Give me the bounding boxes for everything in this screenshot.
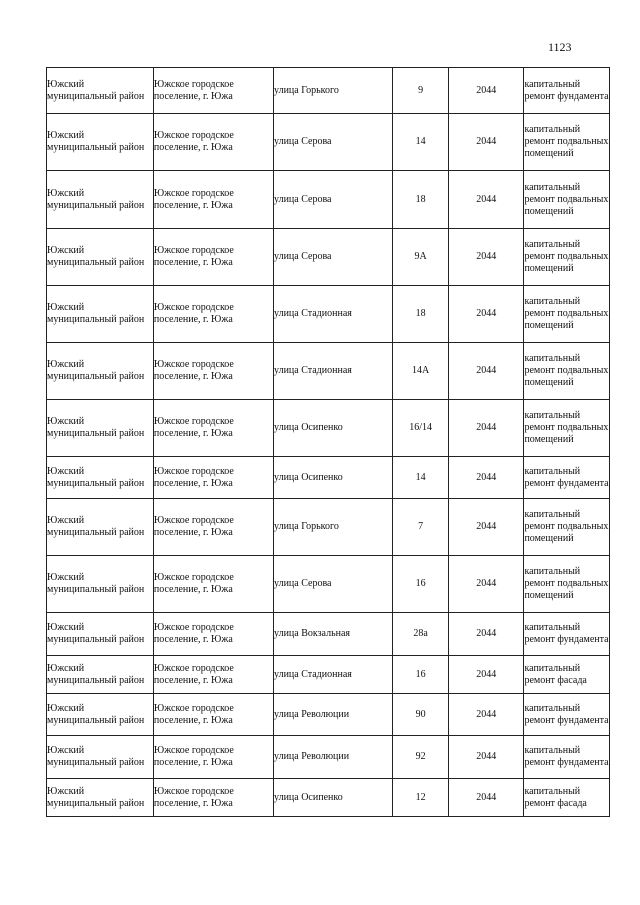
- house-number-cell: 14: [393, 457, 449, 499]
- house-number-cell: 28а: [393, 613, 449, 656]
- table-row: [47, 694, 610, 736]
- district-cell: Южский муниципальный район: [47, 556, 154, 613]
- house-number-cell: 9: [393, 68, 449, 114]
- table-row: [47, 613, 610, 656]
- year-cell: 2044: [449, 656, 524, 694]
- year-cell: 2044: [449, 171, 524, 229]
- year-cell: 2044: [449, 343, 524, 400]
- settlement-cell: Южское городское поселение, г. Южа: [153, 694, 273, 736]
- district-cell: Южский муниципальный район: [47, 68, 154, 114]
- work-type-cell: капитальный ремонт подвальных помещений: [524, 556, 610, 613]
- street-cell: улица Осипенко: [274, 779, 393, 817]
- house-number-cell: 16/14: [393, 400, 449, 457]
- house-number-cell: 90: [393, 694, 449, 736]
- work-type-cell: капитальный ремонт подвальных помещений: [524, 229, 610, 286]
- district-cell: Южский муниципальный район: [47, 736, 154, 779]
- year-cell: 2044: [449, 556, 524, 613]
- settlement-cell: Южское городское поселение, г. Южа: [153, 114, 273, 171]
- table-row: [47, 400, 610, 457]
- settlement-cell: Южское городское поселение, г. Южа: [153, 400, 273, 457]
- year-cell: 2044: [449, 736, 524, 779]
- year-cell: 2044: [449, 457, 524, 499]
- table-row: [47, 114, 610, 171]
- work-type-cell: капитальный ремонт фундамента: [524, 613, 610, 656]
- settlement-cell: Южское городское поселение, г. Южа: [153, 343, 273, 400]
- settlement-cell: Южское городское поселение, г. Южа: [153, 499, 273, 556]
- street-cell: улица Осипенко: [274, 457, 393, 499]
- table-row: [47, 229, 610, 286]
- house-number-cell: 92: [393, 736, 449, 779]
- district-cell: Южский муниципальный район: [47, 694, 154, 736]
- work-type-cell: капитальный ремонт фундамента: [524, 457, 610, 499]
- house-number-cell: 16: [393, 556, 449, 613]
- settlement-cell: Южское городское поселение, г. Южа: [153, 286, 273, 343]
- year-cell: 2044: [449, 694, 524, 736]
- street-cell: улица Стадионная: [274, 343, 393, 400]
- district-cell: Южский муниципальный район: [47, 171, 154, 229]
- district-cell: Южский муниципальный район: [47, 499, 154, 556]
- district-cell: Южский муниципальный район: [47, 400, 154, 457]
- work-type-cell: капитальный ремонт подвальных помещений: [524, 400, 610, 457]
- district-cell: Южский муниципальный район: [47, 343, 154, 400]
- table-row: [47, 656, 610, 694]
- street-cell: улица Серова: [274, 114, 393, 171]
- year-cell: 2044: [449, 68, 524, 114]
- house-number-cell: 14А: [393, 343, 449, 400]
- work-type-cell: капитальный ремонт фундамента: [524, 68, 610, 114]
- settlement-cell: Южское городское поселение, г. Южа: [153, 457, 273, 499]
- street-cell: улица Стадионная: [274, 656, 393, 694]
- settlement-cell: Южское городское поселение, г. Южа: [153, 68, 273, 114]
- table-row: [47, 779, 610, 817]
- district-cell: Южский муниципальный район: [47, 779, 154, 817]
- year-cell: 2044: [449, 499, 524, 556]
- street-cell: улица Серова: [274, 229, 393, 286]
- work-type-cell: капитальный ремонт подвальных помещений: [524, 343, 610, 400]
- table-row: [47, 343, 610, 400]
- district-cell: Южский муниципальный район: [47, 286, 154, 343]
- street-cell: улица Горького: [274, 68, 393, 114]
- settlement-cell: Южское городское поселение, г. Южа: [153, 736, 273, 779]
- house-number-cell: 14: [393, 114, 449, 171]
- street-cell: улица Горького: [274, 499, 393, 556]
- house-number-cell: 18: [393, 286, 449, 343]
- year-cell: 2044: [449, 229, 524, 286]
- page-number: 1123: [548, 40, 572, 54]
- street-cell: улица Серова: [274, 556, 393, 613]
- year-cell: 2044: [449, 114, 524, 171]
- district-cell: Южский муниципальный район: [47, 656, 154, 694]
- district-cell: Южский муниципальный район: [47, 229, 154, 286]
- district-cell: Южский муниципальный район: [47, 613, 154, 656]
- district-cell: Южский муниципальный район: [47, 457, 154, 499]
- street-cell: улица Стадионная: [274, 286, 393, 343]
- table-row: [47, 171, 610, 229]
- house-number-cell: 9А: [393, 229, 449, 286]
- work-type-cell: капитальный ремонт фасада: [524, 656, 610, 694]
- year-cell: 2044: [449, 779, 524, 817]
- house-number-cell: 7: [393, 499, 449, 556]
- house-number-cell: 18: [393, 171, 449, 229]
- settlement-cell: Южское городское поселение, г. Южа: [153, 171, 273, 229]
- street-cell: улица Революции: [274, 694, 393, 736]
- settlement-cell: Южское городское поселение, г. Южа: [153, 656, 273, 694]
- street-cell: улица Осипенко: [274, 400, 393, 457]
- table-row: [47, 556, 610, 613]
- settlement-cell: Южское городское поселение, г. Южа: [153, 613, 273, 656]
- table-row: [47, 736, 610, 779]
- work-type-cell: капитальный ремонт подвальных помещений: [524, 171, 610, 229]
- work-type-cell: капитальный ремонт подвальных помещений: [524, 114, 610, 171]
- work-type-cell: капитальный ремонт фундамента: [524, 736, 610, 779]
- work-type-cell: капитальный ремонт подвальных помещений: [524, 499, 610, 556]
- work-type-cell: капитальный ремонт подвальных помещений: [524, 286, 610, 343]
- district-cell: Южский муниципальный район: [47, 114, 154, 171]
- street-cell: улица Серова: [274, 171, 393, 229]
- table-row: [47, 68, 610, 114]
- housing-repair-table: [46, 67, 610, 817]
- table-row: [47, 286, 610, 343]
- settlement-cell: Южское городское поселение, г. Южа: [153, 229, 273, 286]
- house-number-cell: 12: [393, 779, 449, 817]
- year-cell: 2044: [449, 613, 524, 656]
- table-row: [47, 457, 610, 499]
- street-cell: улица Революции: [274, 736, 393, 779]
- work-type-cell: капитальный ремонт фасада: [524, 779, 610, 817]
- settlement-cell: Южское городское поселение, г. Южа: [153, 779, 273, 817]
- settlement-cell: Южское городское поселение, г. Южа: [153, 556, 273, 613]
- year-cell: 2044: [449, 400, 524, 457]
- house-number-cell: 16: [393, 656, 449, 694]
- street-cell: улица Вокзальная: [274, 613, 393, 656]
- table-row: [47, 499, 610, 556]
- work-type-cell: капитальный ремонт фундамента: [524, 694, 610, 736]
- year-cell: 2044: [449, 286, 524, 343]
